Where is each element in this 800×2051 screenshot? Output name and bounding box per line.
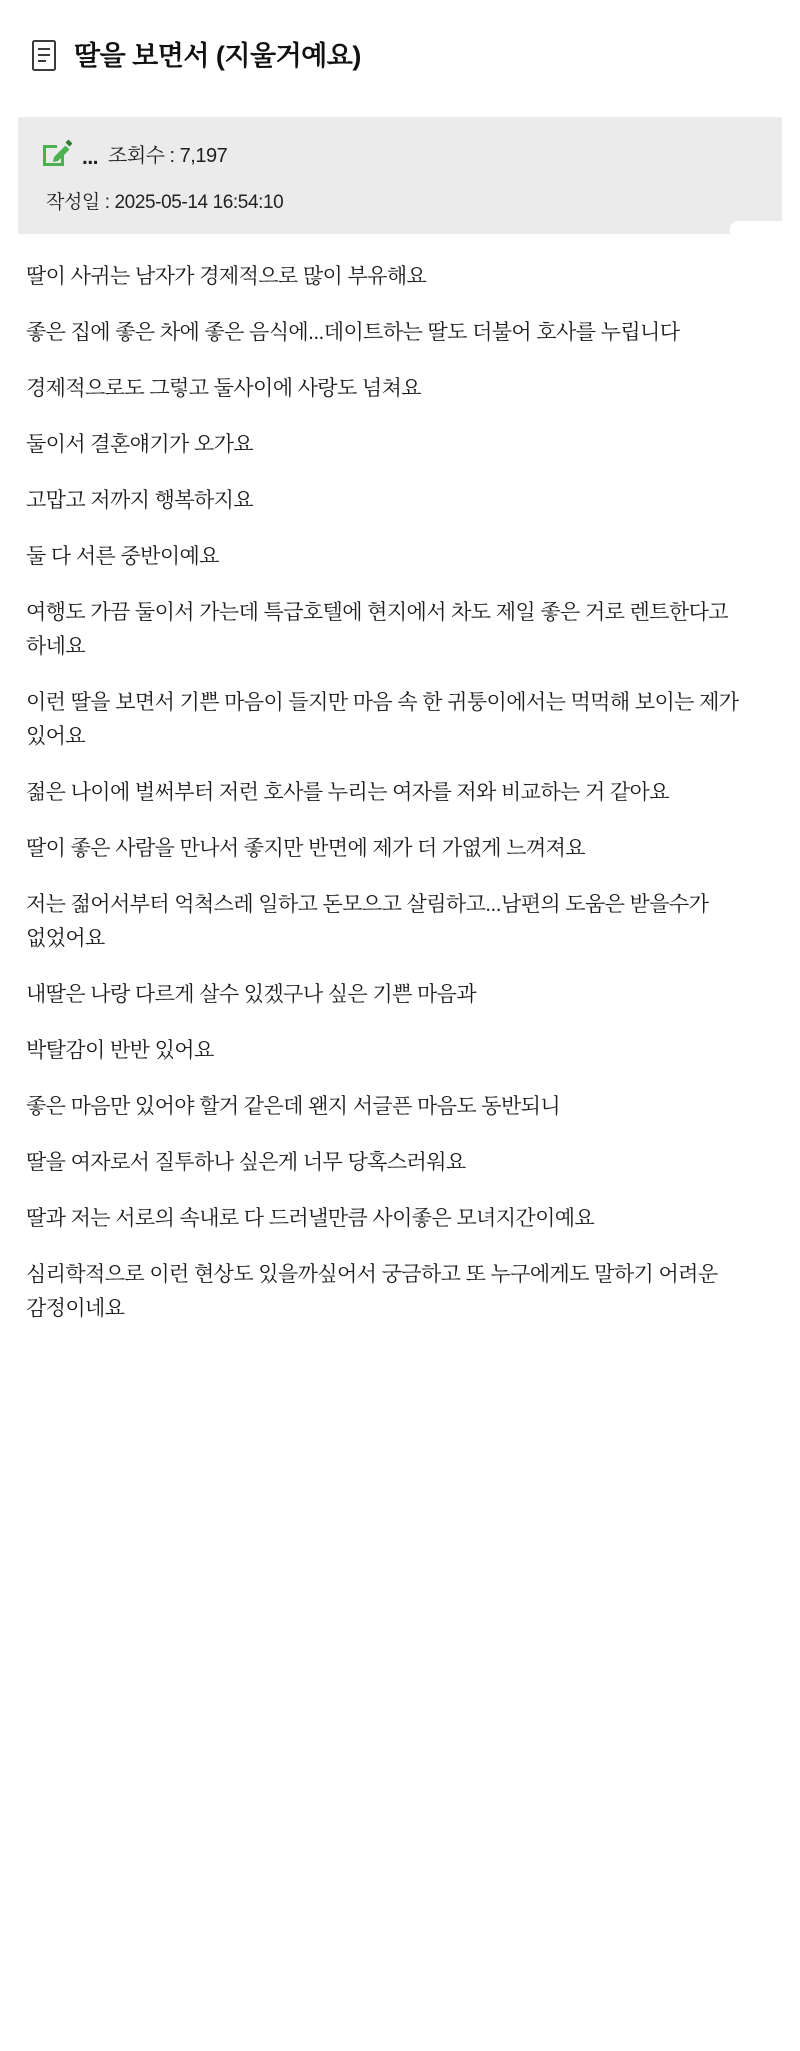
- post-meta-primary: [38, 135, 762, 173]
- post-paragraph: 저는 젊어서부터 억척스레 일하고 돈모으고 살림하고...남편의 도움은 받을수가 없었어요: [26, 892, 709, 950]
- post-paragraph: 여행도 가끔 둘이서 가는데 특급호텔에 현지에서 차도 제일 좋은 거로 렌트한다고 하네요: [26, 600, 728, 658]
- post-author: ...: [82, 146, 99, 170]
- post-paragraph: 딸을 여자로서 질투하나 싶은게 너무 당혹스러워요: [26, 1150, 466, 1174]
- post-paragraph: 딸과 저는 서로의 속내로 다 드러낼만큼 사이좋은 모녀지간이예요: [26, 1206, 595, 1230]
- pencil-edit-icon: [38, 137, 72, 171]
- post-paragraph: 젊은 나이에 벌써부터 저런 호사를 누리는 여자를 저와 비교하는 거 같아요: [26, 780, 669, 804]
- post-paragraph: 둘 다 서른 중반이예요: [26, 544, 219, 568]
- page-title: 딸을 보면서 (지울거예요): [74, 41, 361, 72]
- post-paragraph: 이런 딸을 보면서 기쁜 마음이 들지만 마음 속 한 귀퉁이에서는 먹먹해 보이는 제가 있어요: [26, 690, 739, 748]
- post-paragraph: 딸이 좋은 사람을 만나서 좋지만 반면에 제가 더 가엾게 느껴져요: [26, 836, 585, 860]
- post-header: [0, 0, 800, 111]
- post-paragraph: 경제적으로도 그렇고 둘사이에 사랑도 넘쳐요: [26, 376, 421, 400]
- post-paragraph: 딸이 사귀는 남자가 경제적으로 많이 부유해요: [26, 264, 427, 288]
- post-view-count: 조회수 : 7,197: [108, 145, 228, 168]
- post-paragraph: 내딸은 나랑 다르게 살수 있겠구나 싶은 기쁜 마음과: [26, 982, 477, 1006]
- post-paragraph: 둘이서 결혼얘기가 오가요: [26, 432, 254, 456]
- document-icon: [30, 39, 60, 73]
- post-body: [0, 234, 800, 1366]
- post-paragraph: 좋은 집에 좋은 차에 좋은 음식에...데이트하는 딸도 더불어 호사를 누립니다: [26, 320, 680, 344]
- post-paragraph: 고맙고 저까지 행복하지요: [26, 488, 254, 512]
- post-paragraph: 박탈감이 반반 있어요: [26, 1038, 214, 1062]
- post-meta: [18, 117, 782, 234]
- post-paragraph: 좋은 마음만 있어야 할거 같은데 왠지 서글픈 마음도 동반되니: [26, 1094, 561, 1118]
- post-paragraph: 심리학적으로 이런 현상도 있을까싶어서 궁금하고 또 누구에게도 말하기 어려운 감정이네요: [26, 1262, 718, 1320]
- post-date: 작성일 : 2025-05-14 16:54:10: [46, 191, 284, 213]
- meta-corner-notch: [730, 221, 782, 235]
